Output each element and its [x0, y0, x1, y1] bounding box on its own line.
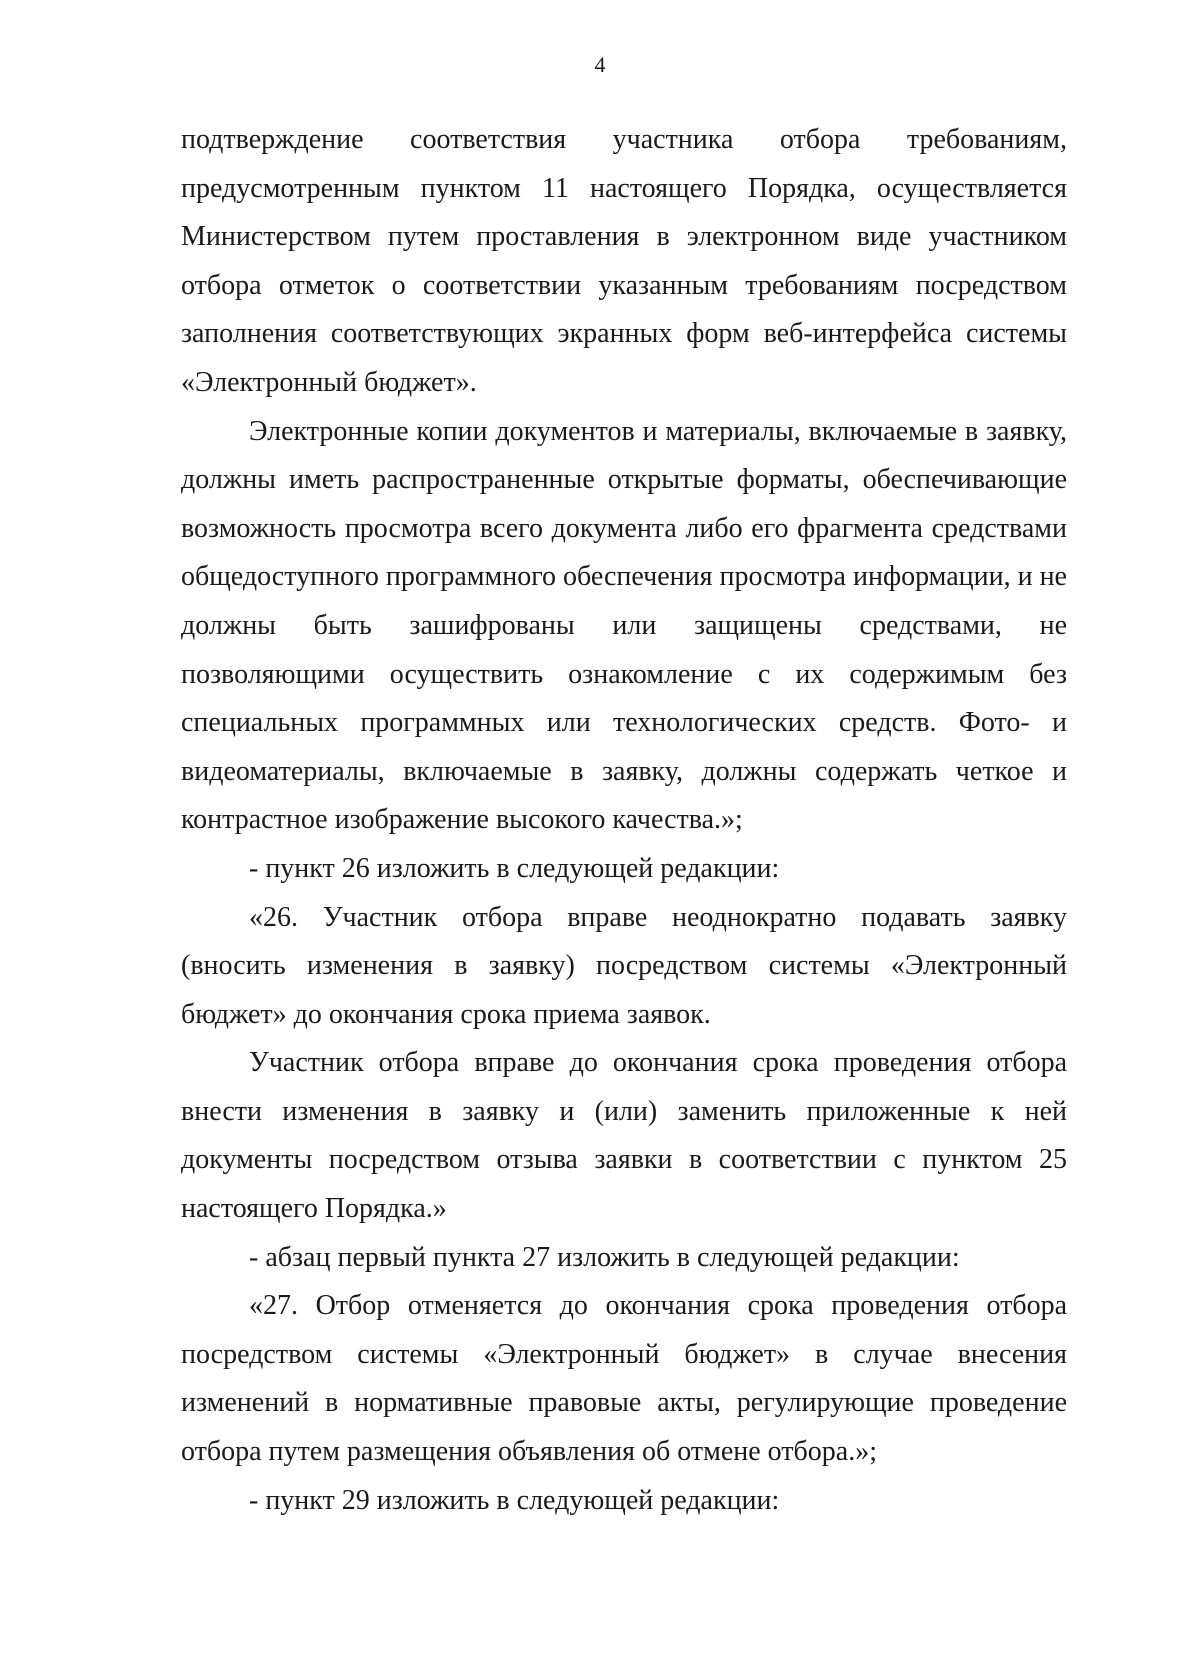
page-number: 4 — [594, 52, 606, 77]
paragraph-item-26-intro: - пункт 26 изложить в следующей редакции: — [249, 852, 780, 884]
paragraph-item-26: «26. Участник отбора вправе неоднократно подавать заявку (вносить изменения в заявку) посредством системы «Электронный бюджет» до окончания срока приема заявок. — [181, 901, 1067, 1030]
document-body — [181, 116, 1067, 1525]
paragraph-item-29-intro: - пункт 29 изложить в следующей редакции: — [249, 1484, 780, 1516]
paragraph-item-26-changes: Участник отбора вправе до окончания срока проведения отбора внести изменения в заявку и (или) заменить приложенные к ней документы посредством отзыва заявки в соответствии с пунктом 25 настоящего Порядка.» — [181, 1047, 1067, 1225]
paragraph-electronic-copies: Электронные копии документов и материалы, включаемые в заявку, должны иметь распространенные открытые форматы, обеспечивающие возможность просмотра всего документа либо его фрагмента средствами общедоступного программного обеспечения просмотра информации, и не должны быть зашифрованы или защищены средствами, не позволяющими осуществить ознакомление с их содержимым без специальных программных или технологических средств. Фото- и видеоматериалы, включаемые в заявку, должны содержать четкое и контрастное изображение высокого качества.»; — [181, 415, 1067, 836]
paragraph-item-27-intro: - абзац первый пункта 27 изложить в следующей редакции: — [249, 1241, 960, 1273]
paragraph-item-27: «27. Отбор отменяется до окончания срока проведения отбора посредством системы «Электронный бюджет» в случае внесения изменений в нормативные правовые акты, регулирующие проведение отбора путем размещения объявления об отмене отбора.»; — [181, 1290, 1067, 1468]
paragraph-continuation: подтверждение соответствия участника отбора требованиям, предусмотренным пунктом 11 настоящего Порядка, осуществляется Министерством путем проставления в электронном виде участником отбора отметок о соответствии указанным требованиям посредством заполнения соответствующих экранных форм веб-интерфейса системы «Электронный бюджет». — [181, 124, 1067, 398]
